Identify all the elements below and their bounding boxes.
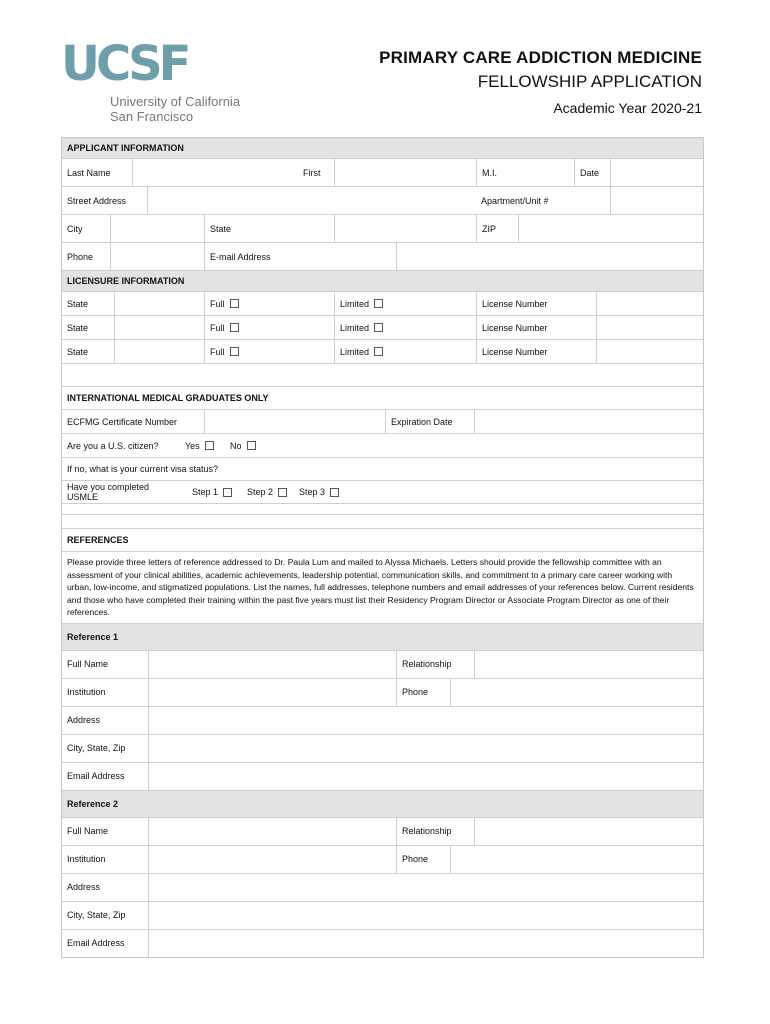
ref1-city-state-zip-field[interactable] xyxy=(148,735,703,762)
license-state-label: State xyxy=(67,322,89,333)
limited-checkbox[interactable] xyxy=(374,299,383,308)
street-address-label: Street Address xyxy=(67,195,127,206)
step3-checkbox[interactable] xyxy=(330,488,339,497)
city-label: City xyxy=(67,223,83,234)
ref1-city-state-zip-label: City, State, Zip xyxy=(67,743,126,753)
license-state-field[interactable] xyxy=(114,316,204,339)
step1-label: Step 1 xyxy=(192,487,219,497)
ref2-full-name-label: Full Name xyxy=(67,826,109,836)
license-number-field[interactable] xyxy=(596,340,703,363)
logo-line-1: University of California xyxy=(110,94,241,109)
reference-2-heading: Reference 2 xyxy=(62,791,703,817)
application-form xyxy=(61,137,704,958)
limited-label: Limited xyxy=(340,346,370,357)
document-header xyxy=(379,48,702,116)
license-number-label: License Number xyxy=(476,316,596,339)
ecfmg-label: ECFMG Certificate Number xyxy=(67,416,178,427)
first-name-field[interactable] xyxy=(334,159,476,186)
references-instructions: Please provide three letters of reference addressed to Dr. Paula Lum and mailed to Alyssa Michaels. Letters should provide the fellowship committee with an assessment of your clinical abilities, academic achievements, leadership potential, communication skills, and commitment to a primary care career working with urban, low-income, and stigmatized populations. List the names, full addresses, telephone numbers and email addresses of your references below. Current residents and those who have completed their training within the past five years must list their Residency Program Director or Associate Program Director as one of their references. xyxy=(67,557,694,617)
no-label: No xyxy=(230,440,242,451)
license-number-field[interactable] xyxy=(596,292,703,315)
street-address-field[interactable] xyxy=(147,187,476,214)
section-img-heading: INTERNATIONAL MEDICAL GRADUATES ONLY xyxy=(67,393,269,403)
step3-option xyxy=(294,481,703,503)
ref1-phone-field[interactable] xyxy=(450,679,703,706)
full-label: Full xyxy=(210,298,225,309)
phone-field[interactable] xyxy=(110,243,204,270)
ref1-full-name-label: Full Name xyxy=(67,659,109,669)
full-checkbox[interactable] xyxy=(230,323,239,332)
section-references-heading: REFERENCES xyxy=(67,535,129,545)
expiration-date-field[interactable] xyxy=(474,410,703,433)
step1-checkbox[interactable] xyxy=(223,488,232,497)
ref2-phone-label: Phone xyxy=(396,846,450,873)
license-state-field[interactable] xyxy=(114,340,204,363)
reference-1-heading: Reference 1 xyxy=(62,624,703,650)
step2-label: Step 2 xyxy=(247,487,274,497)
limited-option xyxy=(334,340,476,363)
full-checkbox[interactable] xyxy=(230,347,239,356)
ref2-address-field[interactable] xyxy=(148,874,703,901)
ref1-email-label: Email Address xyxy=(67,771,125,781)
license-state-field[interactable] xyxy=(114,292,204,315)
ref2-email-field[interactable] xyxy=(148,930,703,957)
state-field[interactable] xyxy=(334,215,476,242)
ucsf-logo xyxy=(61,36,188,92)
last-name-field[interactable] xyxy=(132,159,298,186)
blank-row xyxy=(62,515,703,528)
expiration-date-label: Expiration Date xyxy=(385,410,474,433)
email-field[interactable] xyxy=(396,243,703,270)
yes-label: Yes xyxy=(185,440,200,451)
ref1-relationship-label: Relationship xyxy=(396,651,474,678)
ucsf-logo-mark: UCSF xyxy=(61,36,188,92)
ref2-institution-label: Institution xyxy=(67,854,106,864)
limited-option xyxy=(334,292,476,315)
full-checkbox[interactable] xyxy=(230,299,239,308)
ref1-full-name-field[interactable] xyxy=(148,651,396,678)
ecfmg-field[interactable] xyxy=(204,410,385,433)
mi-label: M.I. xyxy=(476,159,574,186)
blank-row xyxy=(62,504,703,514)
limited-label: Limited xyxy=(340,322,370,333)
ref1-institution-field[interactable] xyxy=(148,679,396,706)
yes-option xyxy=(180,434,225,457)
ref2-full-name-field[interactable] xyxy=(148,818,396,845)
step1-option xyxy=(187,481,242,503)
first-name-label: First xyxy=(303,167,321,178)
city-field[interactable] xyxy=(110,215,204,242)
date-label: Date xyxy=(574,159,610,186)
last-name-label: Last Name xyxy=(67,167,111,178)
limited-checkbox[interactable] xyxy=(374,347,383,356)
ref1-relationship-field[interactable] xyxy=(474,651,703,678)
limited-option xyxy=(334,316,476,339)
full-option xyxy=(204,292,334,315)
document-title: PRIMARY CARE ADDICTION MEDICINE xyxy=(379,48,702,67)
ref2-address-label: Address xyxy=(67,882,101,892)
step3-label: Step 3 xyxy=(299,487,326,497)
ref2-institution-field[interactable] xyxy=(148,846,396,873)
limited-label: Limited xyxy=(340,298,370,309)
limited-checkbox[interactable] xyxy=(374,323,383,332)
ref1-address-label: Address xyxy=(67,715,101,725)
ref2-city-state-zip-label: City, State, Zip xyxy=(67,910,126,920)
section-licensure-heading: LICENSURE INFORMATION xyxy=(62,271,703,291)
ref2-email-label: Email Address xyxy=(67,938,125,948)
no-checkbox[interactable] xyxy=(247,441,256,450)
zip-field[interactable] xyxy=(518,215,703,242)
citizen-question: Are you a U.S. citizen? xyxy=(67,440,159,451)
ref1-address-field[interactable] xyxy=(148,707,703,734)
document-subtitle: FELLOWSHIP APPLICATION xyxy=(477,72,702,91)
apartment-field[interactable] xyxy=(610,187,703,214)
license-number-label: License Number xyxy=(476,292,596,315)
section-applicant-heading: APPLICANT INFORMATION xyxy=(62,138,703,158)
apartment-label: Apartment/Unit # xyxy=(481,195,549,206)
license-state-label: State xyxy=(67,346,89,357)
ref2-city-state-zip-field[interactable] xyxy=(148,902,703,929)
no-option xyxy=(225,434,703,457)
date-field[interactable] xyxy=(610,159,703,186)
zip-label: ZIP xyxy=(476,215,518,242)
ucsf-logo-text xyxy=(110,94,240,124)
full-label: Full xyxy=(210,346,225,357)
phone-label: Phone xyxy=(67,251,94,262)
ref2-relationship-label: Relationship xyxy=(396,818,474,845)
yes-checkbox[interactable] xyxy=(205,441,214,450)
state-label: State xyxy=(204,215,334,242)
license-state-label: State xyxy=(67,298,89,309)
full-option xyxy=(204,340,334,363)
license-number-label: License Number xyxy=(476,340,596,363)
full-option xyxy=(204,316,334,339)
blank-row xyxy=(62,364,703,386)
ref2-phone-field[interactable] xyxy=(450,846,703,873)
email-label: E-mail Address xyxy=(204,243,396,270)
ref2-relationship-field[interactable] xyxy=(474,818,703,845)
license-number-field[interactable] xyxy=(596,316,703,339)
ref1-institution-label: Institution xyxy=(67,687,106,697)
full-label: Full xyxy=(210,322,225,333)
ref1-email-field[interactable] xyxy=(148,763,703,790)
step2-checkbox[interactable] xyxy=(278,488,287,497)
visa-status-label: If no, what is your current visa status? xyxy=(67,464,219,474)
academic-year: Academic Year 2020-21 xyxy=(553,100,702,116)
ref1-phone-label: Phone xyxy=(396,679,450,706)
step2-option xyxy=(242,481,294,503)
logo-line-2: San Francisco xyxy=(110,109,194,124)
usmle-question: Have you completed USMLE xyxy=(67,482,150,502)
